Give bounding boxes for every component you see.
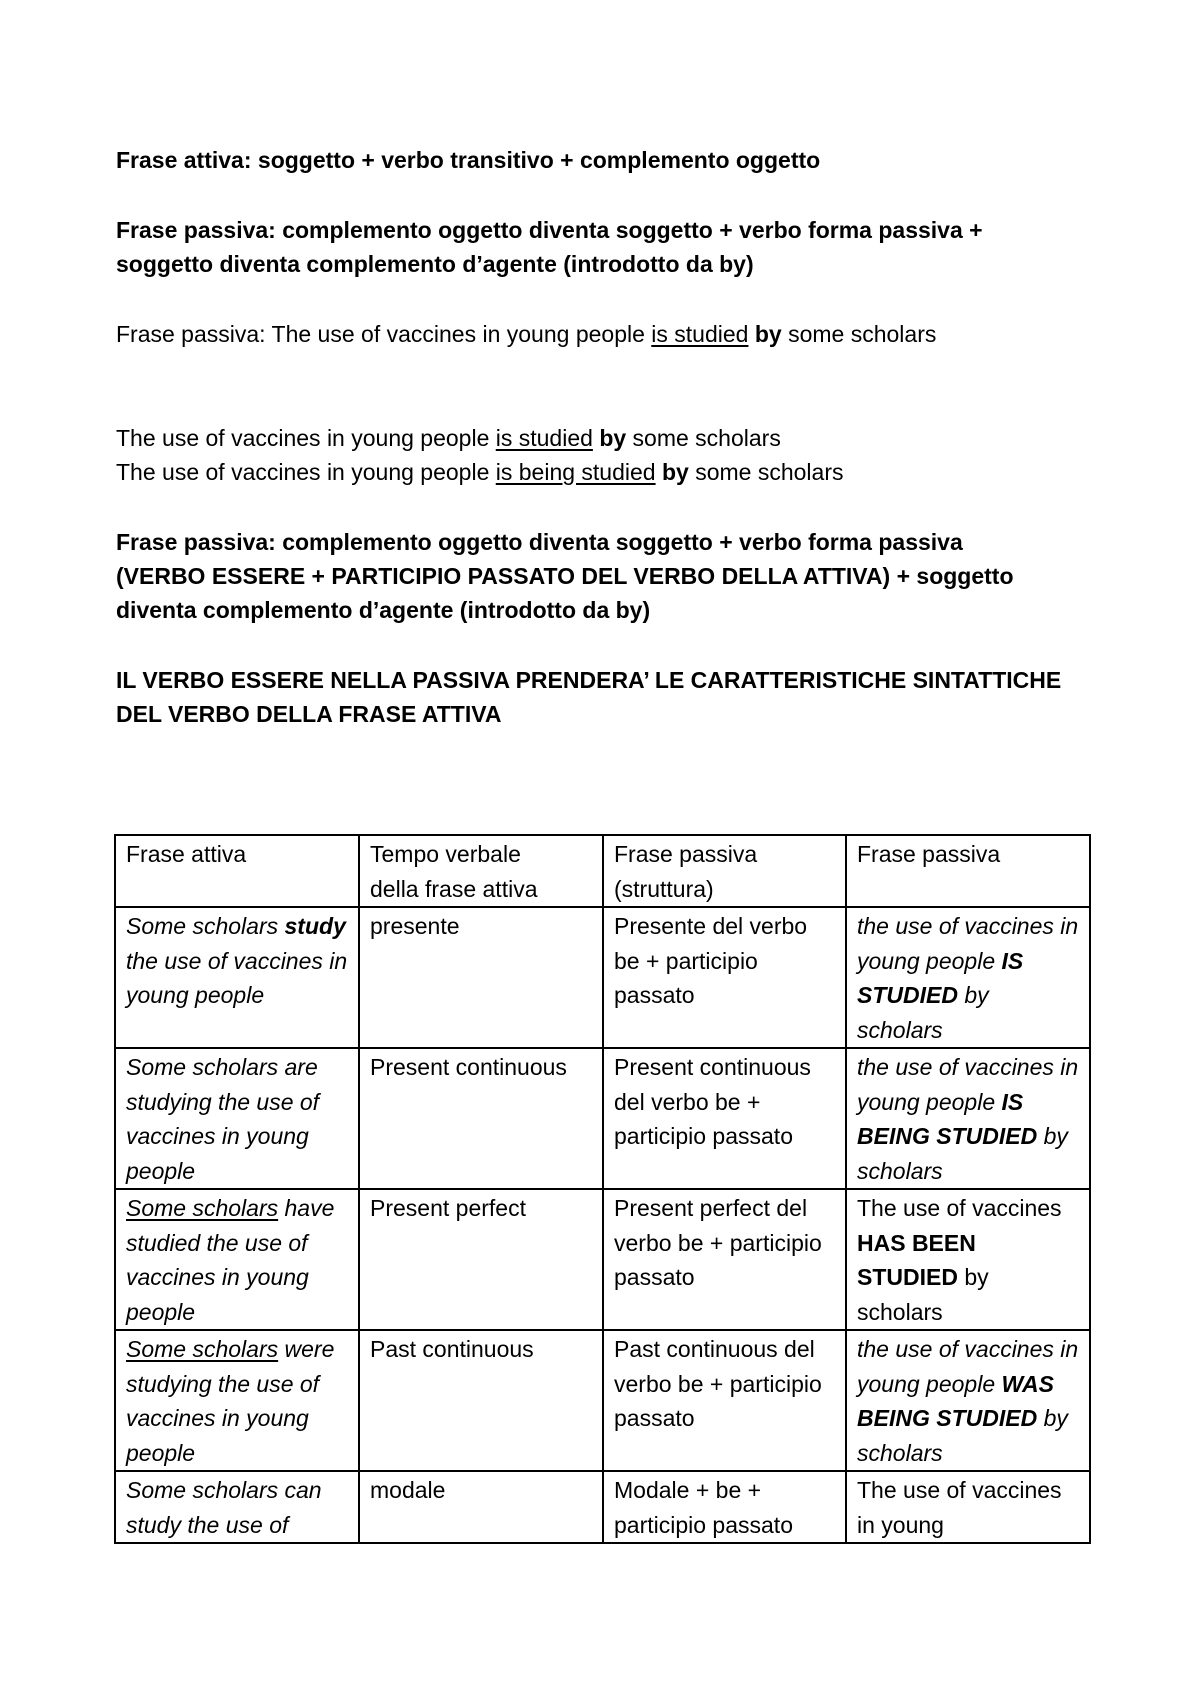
active-rule: Frase attiva: soggetto + verbo transitivo + complemento oggetto [116, 147, 821, 173]
cell-active-subject: Some scholars [126, 1195, 279, 1221]
header-passive-label: Frase passiva [857, 841, 1001, 867]
table-row [115, 1048, 1090, 1189]
passive-example-verb: is studied [651, 321, 749, 347]
cell-structure-text: Modale + be + participio passato [614, 1477, 793, 1538]
example-2-verb: is being studied [495, 459, 656, 485]
cell-passive-text: The use of vaccines [857, 1195, 1062, 1221]
cell-passive [846, 1330, 1090, 1471]
header-passive [846, 835, 1090, 907]
cell-passive-text: The use of vaccines in young [857, 1477, 1062, 1538]
cell-active-text: Some scholars can study the use of [126, 1477, 322, 1538]
passive-example-suffix: some scholars [781, 321, 937, 347]
table-row [115, 1471, 1090, 1543]
example-2-prefix: The use of vaccines in young people [116, 459, 496, 485]
header-tense [359, 835, 603, 907]
example-2 [116, 459, 844, 485]
example-sentences [116, 421, 1096, 489]
header-active [115, 835, 359, 907]
example-1 [116, 425, 781, 451]
cell-passive-verb: WAS BEING STUDIED [857, 1370, 1054, 1431]
header-structure-line1: Frase passiva [614, 841, 758, 867]
cell-structure [603, 907, 846, 1048]
cell-active-verb: study [284, 913, 346, 939]
passive-rule-line1: Frase passiva: complemento oggetto diventa soggetto + verbo forma passiva + [116, 217, 983, 243]
cell-passive-rest: by scholars [857, 1123, 1068, 1184]
cell-active [115, 1048, 359, 1189]
cell-active-text: Some scholars are studying the use of vaccines in young people [126, 1054, 320, 1184]
cell-tense-text: Past continuous [370, 1336, 534, 1362]
example-1-verb: is studied [495, 425, 593, 451]
cell-active [115, 1471, 359, 1543]
passive-rule [116, 213, 1096, 281]
example-2-by: by [661, 459, 689, 485]
cell-structure-text: Presente del verbo be + participio passato [614, 913, 808, 1008]
cell-active-subject: Some scholars [126, 1336, 279, 1362]
essere-note-line2: DEL VERBO DELLA FRASE ATTIVA [116, 701, 502, 727]
cell-passive-rest: by scholars [857, 982, 989, 1043]
header-tense-line2: della frase attiva [370, 875, 538, 902]
essere-note-line1: IL VERBO ESSERE NELLA PASSIVA PRENDERA’ LE CARATTERISTICHE SINTATTICHE [116, 667, 1062, 693]
cell-active-rest: the use of vaccines in young people [126, 947, 348, 1008]
cell-tense [359, 1048, 603, 1189]
cell-structure [603, 1471, 846, 1543]
cell-active-text: Some scholars [126, 913, 279, 939]
cell-passive-text: the use of vaccines in young people [857, 913, 1079, 974]
example-1-by: by [599, 425, 627, 451]
cell-active [115, 1330, 359, 1471]
table-row [115, 1330, 1090, 1471]
cell-structure [603, 1330, 846, 1471]
cell-passive [846, 1189, 1090, 1330]
structure-rule-line1: Frase passiva: complemento oggetto diventa soggetto + verbo forma passiva [116, 529, 963, 555]
example-1-prefix: The use of vaccines in young people [116, 425, 496, 451]
cell-passive-text: the use of vaccines in young people [857, 1054, 1079, 1115]
header-active-label: Frase attiva [126, 841, 247, 867]
cell-active [115, 907, 359, 1048]
cell-passive [846, 1471, 1090, 1543]
header-tense-line1: Tempo verbale [370, 841, 521, 867]
essere-note [116, 663, 1096, 731]
passive-example [116, 317, 1096, 351]
cell-tense-text: Present continuous [370, 1054, 567, 1080]
cell-passive-verb: HAS BEEN STUDIED [857, 1229, 976, 1290]
cell-structure-text: Present perfect del verbo be + participio passato [614, 1195, 822, 1290]
cell-passive-verb: IS BEING STUDIED [857, 1088, 1038, 1149]
passive-rule-line2: soggetto diventa complemento d’agente (introdotto da by) [116, 251, 754, 277]
cell-passive [846, 907, 1090, 1048]
passive-table [114, 834, 1091, 1544]
cell-active-rest: were studying the use of vaccines in young people [126, 1336, 335, 1466]
cell-tense [359, 1330, 603, 1471]
cell-passive [846, 1048, 1090, 1189]
cell-structure [603, 1048, 846, 1189]
passive-example-prefix: Frase passiva: The use of vaccines in young people [116, 321, 652, 347]
cell-tense [359, 1189, 603, 1330]
cell-structure-text: Past continuous del verbo be + participio passato [614, 1336, 822, 1431]
cell-structure-text: Present continuous del verbo be + participio passato [614, 1054, 811, 1149]
cell-structure [603, 1189, 846, 1330]
passive-example-by: by [754, 321, 782, 347]
cell-passive-verb: IS STUDIED [857, 947, 1024, 1008]
example-2-suffix: some scholars [688, 459, 844, 485]
cell-active-rest: have studied the use of vaccines in young people [126, 1195, 335, 1325]
cell-tense-text: modale [370, 1477, 446, 1503]
cell-active [115, 1189, 359, 1330]
cell-tense-text: presente [370, 913, 460, 939]
structure-rule [116, 525, 1096, 627]
table-row [115, 1189, 1090, 1330]
cell-passive-rest: by scholars [857, 1264, 989, 1325]
cell-tense-text: Present perfect [370, 1195, 526, 1221]
cell-tense [359, 907, 603, 1048]
header-structure [603, 835, 846, 907]
structure-rule-line2: (VERBO ESSERE + PARTICIPIO PASSATO DEL VERBO DELLA ATTIVA) + soggetto [116, 563, 1014, 589]
header-structure-line2: (struttura) [614, 875, 714, 902]
cell-passive-rest: by scholars [857, 1405, 1068, 1466]
cell-tense [359, 1471, 603, 1543]
table-row [115, 907, 1090, 1048]
example-1-suffix: some scholars [626, 425, 781, 451]
structure-rule-line3: diventa complemento d’agente (introdotto da by) [116, 597, 651, 623]
cell-passive-text: the use of vaccines in young people [857, 1336, 1079, 1397]
table-header-row [115, 835, 1090, 907]
